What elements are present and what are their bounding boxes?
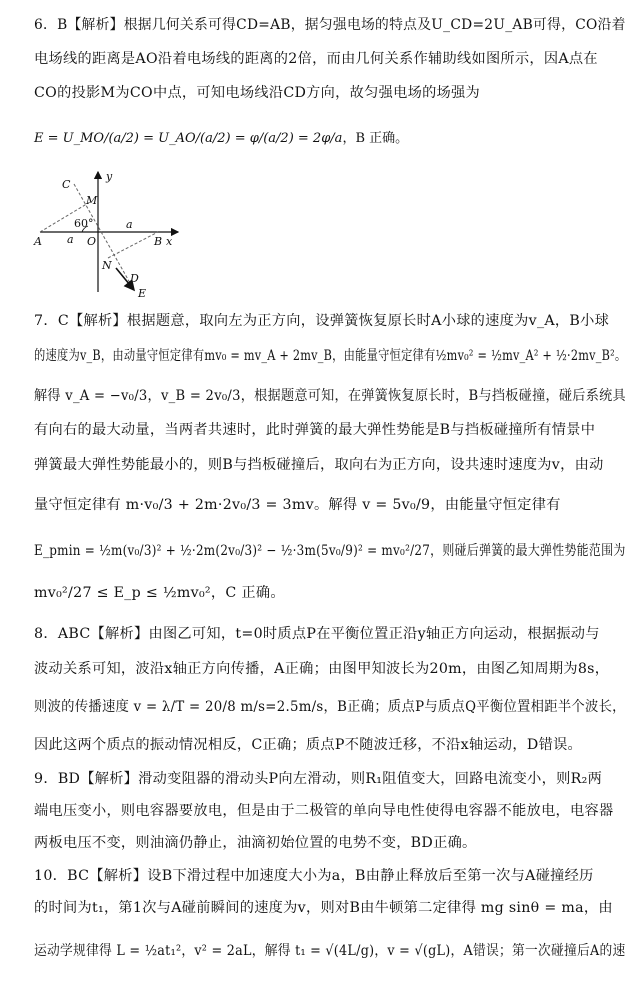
q9-line-3: 两板电压不变，则油滴仍静止，油滴初始位置的电势不变，BD正确。 [34, 835, 477, 851]
q8-line-1: 8．ABC【解析】由图乙可知，t=0时质点P在平衡位置正沿y轴正方向运动，根据振动与 [34, 626, 600, 642]
q7-line-5: 弹簧最大弹性势能最小的，则B与挡板碰撞后，取向右为正方向，设共速时速度为v，由动 [34, 457, 604, 473]
q10-line-1: 10．BC【解析】设B下滑过程中加速度大小为a，B由静止释放后至第一次与A碰撞经历 [34, 868, 594, 884]
label-y: y [106, 170, 113, 183]
q6-formula: E = U_MO/(a/2) = U_AO/(a/2) = φ/(a/2) = 2φ/a [34, 131, 343, 146]
q8-line-4: 因此这两个质点的振动情况相反，C正确；质点P不随波迁移，不沿x轴运动，D错误。 [34, 737, 583, 753]
label-O: O [87, 235, 97, 248]
q6-field-formula [34, 127, 408, 146]
q9-line-2: 端电压变小，则电容器要放电，但是由于二极管的单向导电性使得电容器不能放电，电容器 [34, 803, 614, 819]
q6-line-3: CO的投影M为CO中点，可知电场线沿CD方向，故匀强电场的场强为 [34, 85, 481, 101]
q7-line-7: E_pmin = ½m(v₀/3)² + ½·2m(2v₀/3)² − ½·3m(5v₀/9)² = mv₀²/27，则碰后弹簧的最大弹性势能范围为 [34, 543, 626, 559]
q7-line-4: 有向右的最大动量，当两者共速时，此时弹簧的最大弹性势能是B与挡板碰撞所有情景中 [34, 422, 596, 438]
q9-line-1: 9．BD【解析】滑动变阻器的滑动头P向左滑动，则R₁阻值变大，回路电流变小，则R₂两 [34, 771, 603, 787]
q6-line-1: 6．B【解析】根据几何关系可得CD=AB，据匀强电场的特点及U_CD=2U_AB可得，CO沿着 [34, 17, 626, 33]
label-a-left: a [67, 233, 74, 246]
q7-line-1: 7．C【解析】根据题意，取向左为正方向，设弹簧恢复原长时A小球的速度为v_A，B小球 [34, 313, 610, 329]
q7-line-6: 量守恒定律有 m·v₀/3 + 2m·2v₀/3 = 3mv。解得 v = 5v₀/9，由能量守恒定律有 [34, 497, 561, 513]
q6-line-2: 电场线的距离是AO沿着电场线的距离的2倍，而由几何关系作辅助线如图所示，因A点在 [34, 51, 598, 67]
label-C: C [62, 178, 71, 191]
label-x: x [166, 235, 173, 248]
q7-line-8: mv₀²/27 ≤ E_p ≤ ½mv₀²，C 正确。 [34, 585, 285, 601]
q10-line-2: 的时间为t₁，第1次与A碰前瞬间的速度为v，则对B由牛顿第二定律得 mg sinθ = ma，由 [34, 900, 613, 916]
label-D: D [130, 272, 139, 285]
q7-line-3: 解得 v_A = −v₀/3，v_B = 2v₀/3，根据题意可知，在弹簧恢复原长时，B与挡板碰撞，碰后系统具 [34, 388, 626, 404]
label-A: A [34, 235, 42, 248]
field-geometry-diagram [30, 170, 190, 298]
q8-line-3: 则波的传播速度 v = λ/T = 20/8 m/s=2.5m/s，B正确；质点P与质点Q平衡位置相距半个波长， [34, 699, 626, 715]
label-a-right: a [126, 218, 133, 231]
q8-line-2: 波动关系可知，波沿x轴正方向传播，A正确；由图甲知波长为20m，由图乙知周期为8s， [34, 661, 610, 677]
label-angle: 60° [74, 217, 94, 230]
q7-line-2: 的速度为v_B，由动量守恒定律有mv₀ = mv_A + 2mv_B，由能量守恒定律有½mv₀² = ½mv_A² + ½·2mv_B²。 [34, 348, 627, 364]
line-CD [74, 184, 134, 290]
q6-formula-tail: ，B 正确。 [342, 131, 409, 146]
line-NB [108, 232, 158, 258]
label-B: B [154, 235, 163, 248]
label-M: M [86, 194, 98, 207]
label-N: N [102, 259, 112, 272]
q10-line-3: 运动学规律得 L = ½at₁²，v² = 2aL，解得 t₁ = √(4L/g)，v = √(gL)，A错误；第一次碰撞后A的速 [34, 943, 626, 959]
label-E: E [138, 287, 147, 298]
